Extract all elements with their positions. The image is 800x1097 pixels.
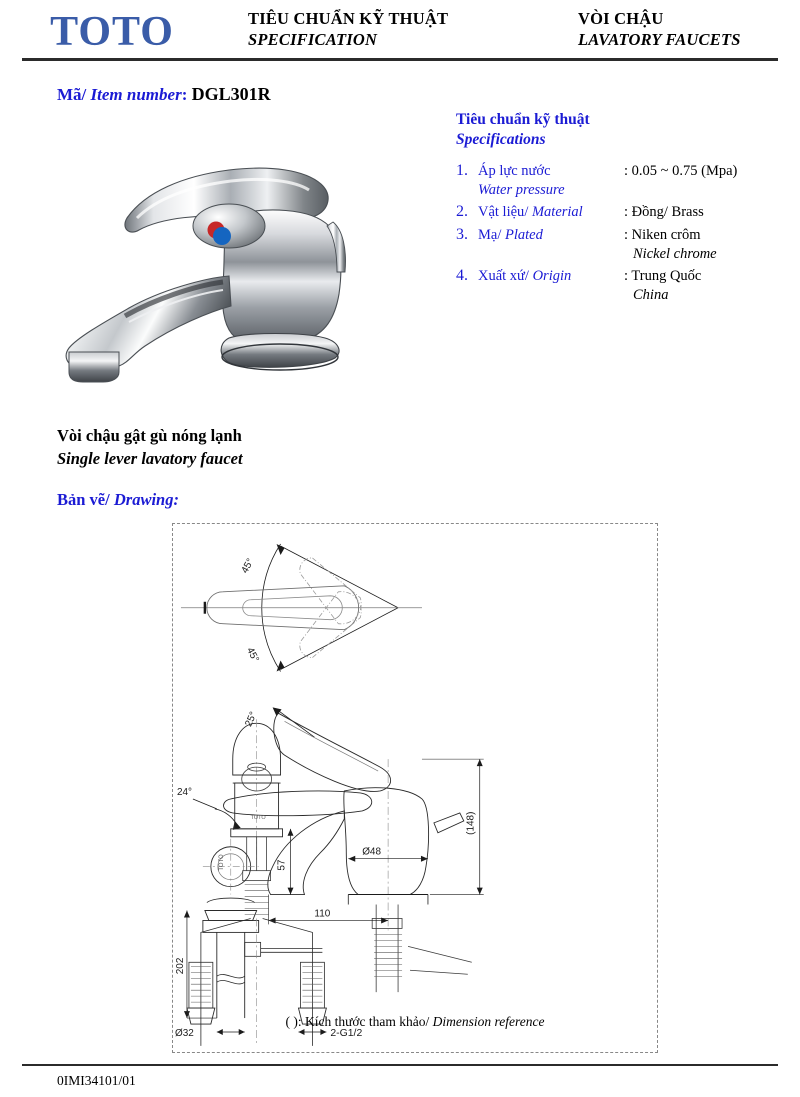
header-divider [22,58,778,61]
spec-row [456,226,796,266]
header-center-title [248,8,448,50]
drawing-label-en: Drawing: [113,490,179,509]
faucet-aerator [69,352,119,382]
drawing-side-view [174,707,484,992]
item-number-value: DGL301R [191,84,271,104]
product-photo [33,126,405,398]
dimension-swivel-angle-lower: 45° [244,645,261,665]
dimension-lever-side-angle: 24° [176,786,193,798]
spec-row-value-sub: Nickel chrome [633,245,717,262]
product-name-vn: Vòi chậu gật gù nóng lạnh [57,426,242,445]
spec-row-label-vn: Áp lực nước [478,162,551,179]
footer-document-code: 0IMI34101/01 [57,1073,136,1088]
dimension-lever-up-angle: 25° [243,710,260,729]
spec-row-label-vn: Mạ [478,226,498,243]
spec-row-value: : 0.05 ~ 0.75 (Mpa) [624,162,738,179]
drawing-caption-vn: ( ): Kích thước tham khảo [285,1014,426,1029]
spec-row-number: 3. [456,225,468,243]
spec-row [456,162,796,202]
spec-row-label-en: Origin [532,267,572,284]
spec-row-value [624,226,717,264]
header-right-title-vn: VÒI CHẬU [578,9,664,28]
spec-row-number: 1. [456,161,468,179]
faucet-base [221,334,339,368]
dimension-spout-reach: 110 [314,908,331,920]
spec-row-label-en: Material [531,203,583,220]
spec-row-value-main: : Trung Quốc [624,267,702,284]
spec-row-label-en: Plated [505,226,543,243]
front-view-brand-mark: TOTO [250,814,266,821]
drawing-caption: ( ): Kích thước tham khảo/ Dimension reference [285,1014,545,1029]
spec-row-label [478,162,628,200]
product-name [57,425,243,471]
specifications-title-vn: Tiêu chuẩn kỹ thuật [456,111,590,128]
dimension-swivel-angle-upper: 45° [239,556,257,576]
spec-row-number: 2. [456,202,468,220]
spec-row-value: : Đồng/ Brass [624,203,704,220]
specifications-title-en: Specifications [456,131,546,149]
item-number-label-en: Item number [90,85,182,104]
item-number-line [57,84,271,105]
dimension-base-diameter: Ø48 [362,846,382,858]
drain-brand-mark: TOTO [218,854,225,871]
item-number-colon: : [181,85,192,104]
drawing-top-view [181,544,422,671]
technical-drawing-box [172,523,658,1053]
toto-logo: TOTO [50,9,174,55]
spec-row-label-vn: Xuất xứ [478,267,525,284]
spec-row-label: Mạ/ Plated [478,226,543,243]
spec-row-label-vn: Vật liệu [478,203,525,220]
spec-row-label: Vật liệu/ Material [478,203,583,220]
drawing-label-vn: Bản vẽ [57,490,106,509]
drawing-label: Bản vẽ/ Drawing: [57,490,179,509]
dimension-drain-diameter: Ø32 [174,1027,194,1039]
drawing-front-view [187,719,363,1046]
item-number-separator: / [81,85,91,104]
dimension-supply-thread: 2-G1/2 [330,1027,363,1039]
header-right-title [578,8,741,50]
specifications-block [456,110,796,308]
spec-row-label-en: Water pressure [478,181,565,198]
product-name-en: Single lever lavatory faucet [57,448,243,468]
header-right-title-en: LAVATORY FAUCETS [578,30,741,50]
spec-row-label: Xuất xứ/ Origin [478,267,572,284]
cold-indicator [213,227,231,245]
dimension-drain-length: 202 [174,957,186,975]
drawing-caption-en: Dimension reference [432,1014,545,1029]
spec-row-value-sub: China [633,286,669,303]
dimension-spout-height: 57 [276,859,288,871]
spec-row [456,267,796,307]
spec-row [456,203,796,225]
spec-row-value-main: : Niken crôm [624,226,701,243]
spec-row-number: 4. [456,266,468,284]
footer-divider [22,1064,778,1066]
spec-row-value [624,267,701,305]
header-center-title-en: SPECIFICATION [248,30,378,50]
page-header [0,0,800,62]
dimension-total-height-ref: (148) [465,811,477,835]
item-number-label-vn: Mã [57,85,82,104]
drawing-drain-assembly [175,839,322,1039]
header-center-title-vn: TIÊU CHUẨN KỸ THUẬT [248,9,449,28]
